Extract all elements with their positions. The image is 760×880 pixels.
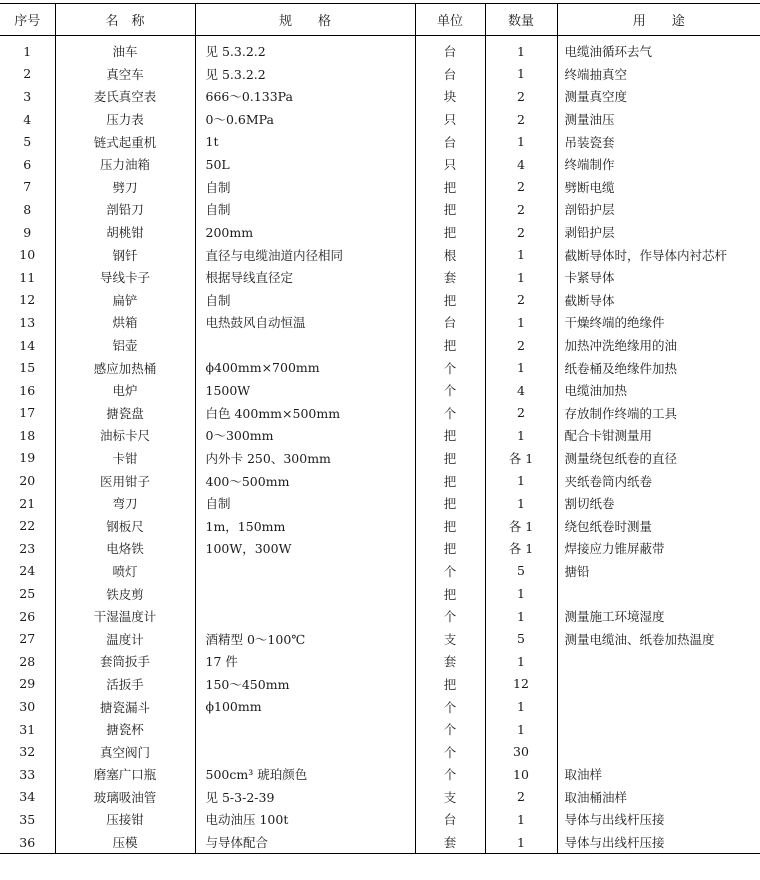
row-index: 19 [19,450,36,466]
tool-quantity: 1 [485,36,557,63]
tool-name: 搪瓷漏斗 [55,695,195,718]
table-row [0,740,760,763]
tool-name: 玻璃吸油管 [55,786,195,809]
tool-quantity: 12 [485,673,557,696]
tool-quantity: 30 [485,740,557,763]
tool-unit: 台 [415,808,485,831]
tool-spec [195,334,415,357]
tool-name: 医用钳子 [55,469,195,492]
tool-name: 劈刀 [55,176,195,199]
table-row [0,176,760,199]
row-index: 1 [23,43,32,59]
tool-quantity: 2 [485,176,557,199]
tool-quantity: 1 [485,63,557,86]
tool-unit: 个 [415,695,485,718]
tool-name: 剖铅刀 [55,198,195,221]
row-index: 21 [19,495,36,511]
tool-spec: 自制 [195,492,415,515]
tool-name: 喷灯 [55,560,195,583]
row-index: 7 [23,179,32,195]
tool-name: 搪瓷盘 [55,402,195,425]
table-row [0,334,760,357]
tool-spec: 150～450mm [195,673,415,696]
tool-spec: 1500W [195,379,415,402]
table-row [0,695,760,718]
row-index: 10 [19,247,36,263]
tool-unit: 根 [415,243,485,266]
tool-name: 压模 [55,831,195,854]
tool-name: 搪瓷杯 [55,718,195,741]
tool-purpose: 截断导体时，作导体内衬芯杆 [557,243,760,266]
table-row [0,718,760,741]
table-row [0,108,760,131]
tool-unit: 个 [415,560,485,583]
tool-name: 电烙铁 [55,537,195,560]
tool-quantity: 4 [485,379,557,402]
tool-quantity: 5 [485,560,557,583]
tool-purpose: 电缆油循环去气 [557,36,760,63]
table-row [0,537,760,560]
tool-unit: 台 [415,63,485,86]
tool-spec: 100W，300W [195,537,415,560]
tool-spec [195,605,415,628]
tool-purpose: 夹纸卷筒内纸卷 [557,469,760,492]
tool-purpose: 取油样 [557,763,760,786]
header-row [0,4,760,36]
tool-unit: 支 [415,786,485,809]
row-index: 23 [19,540,36,556]
tool-purpose: 测量施工环境湿度 [557,605,760,628]
row-index: 30 [19,699,36,715]
table-row [0,469,760,492]
tool-name: 铝壶 [55,334,195,357]
tool-purpose: 测量油压 [557,108,760,131]
tool-spec: 见 5-3-2-39 [195,786,415,809]
tool-unit: 支 [415,627,485,650]
tool-name: 磨塞广口瓶 [55,763,195,786]
tool-spec: 500cm³ 琥珀颜色 [195,763,415,786]
row-index: 35 [19,811,36,827]
tool-name: 导线卡子 [55,266,195,289]
tool-unit: 只 [415,153,485,176]
row-index: 18 [19,427,36,443]
tool-unit: 个 [415,356,485,379]
tool-purpose: 导体与出线杆压接 [557,808,760,831]
tool-unit: 把 [415,492,485,515]
table-row [0,153,760,176]
tool-spec: 50L [195,153,415,176]
tool-name: 油标卡尺 [55,424,195,447]
tool-name: 麦氏真空表 [55,85,195,108]
table-row [0,266,760,289]
tool-quantity: 2 [485,334,557,357]
row-index: 14 [19,337,36,353]
tool-quantity: 1 [485,492,557,515]
table-row [0,808,760,831]
tool-name: 链式起重机 [55,130,195,153]
tool-spec: 0～0.6MPa [195,108,415,131]
tool-spec [195,718,415,741]
table-row [0,582,760,605]
table-row [0,560,760,583]
tool-spec: 1t [195,130,415,153]
header-purpose: 用 途 [557,4,760,36]
tool-purpose [557,695,760,718]
row-index: 6 [23,156,32,172]
table-row [0,402,760,425]
tool-quantity: 1 [485,718,557,741]
tool-unit: 把 [415,469,485,492]
tool-purpose: 测量真空度 [557,85,760,108]
tool-name: 油车 [55,36,195,63]
tool-purpose: 吊装瓷套 [557,130,760,153]
tool-spec: 400～500mm [195,469,415,492]
row-index: 8 [23,201,32,217]
tool-quantity: 1 [485,650,557,673]
tool-quantity: 2 [485,85,557,108]
table-row [0,447,760,470]
tool-name: 压接钳 [55,808,195,831]
tool-quantity: 1 [485,424,557,447]
table-row [0,130,760,153]
tool-purpose: 绕包纸卷时测量 [557,514,760,537]
tool-name: 压力油箱 [55,153,195,176]
tool-quantity: 1 [485,808,557,831]
tool-purpose: 测量绕包纸卷的直径 [557,447,760,470]
tool-name: 钢钎 [55,243,195,266]
row-index: 24 [19,563,36,579]
tool-quantity: 2 [485,289,557,312]
tool-quantity: 10 [485,763,557,786]
tool-spec [195,582,415,605]
table-row [0,831,760,854]
tool-name: 压力表 [55,108,195,131]
tool-name: 扁铲 [55,289,195,312]
table-row [0,424,760,447]
tools-table [0,3,760,854]
tool-spec: 根据导线直径定 [195,266,415,289]
row-index: 27 [19,631,36,647]
tool-purpose: 焊接应力锥屏蔽带 [557,537,760,560]
tool-quantity: 1 [485,695,557,718]
header-unit: 单位 [415,4,485,36]
tool-purpose: 割切纸卷 [557,492,760,515]
tool-spec: 酒精型 0～100℃ [195,627,415,650]
row-index: 20 [19,473,36,489]
table-row [0,85,760,108]
tool-name: 卡钳 [55,447,195,470]
tool-purpose [557,650,760,673]
tool-purpose: 卡紧导体 [557,266,760,289]
row-index: 5 [23,134,32,150]
row-index: 4 [23,111,32,127]
tool-spec [195,560,415,583]
tool-spec: 自制 [195,198,415,221]
tool-name: 钢板尺 [55,514,195,537]
tool-spec: 自制 [195,176,415,199]
tool-unit: 把 [415,289,485,312]
row-index: 17 [19,405,36,421]
row-index: 29 [19,676,36,692]
tool-quantity: 5 [485,627,557,650]
tool-purpose: 终端抽真空 [557,63,760,86]
tool-unit: 把 [415,424,485,447]
tool-spec: 自制 [195,289,415,312]
tool-name: 胡桃钳 [55,221,195,244]
tool-unit: 个 [415,379,485,402]
tool-name: 铁皮剪 [55,582,195,605]
row-index: 15 [19,360,36,376]
row-index: 31 [19,721,36,737]
row-index: 25 [19,586,36,602]
tool-spec: 666～0.133Pa [195,85,415,108]
tool-spec: 1m，150mm [195,514,415,537]
tool-unit: 台 [415,130,485,153]
tool-quantity: 4 [485,153,557,176]
row-index: 11 [19,269,36,285]
tool-purpose: 终端制作 [557,153,760,176]
tool-purpose [557,740,760,763]
tool-spec: ϕ400mm×700mm [195,356,415,379]
header-quantity: 数量 [485,4,557,36]
tool-purpose [557,673,760,696]
tool-unit: 个 [415,718,485,741]
table-row [0,514,760,537]
table-row [0,627,760,650]
tool-unit: 套 [415,266,485,289]
tool-quantity: 1 [485,130,557,153]
tool-unit: 把 [415,334,485,357]
table-row [0,356,760,379]
tool-spec: 与导体配合 [195,831,415,854]
table-row [0,63,760,86]
tool-purpose: 纸卷桶及绝缘件加热 [557,356,760,379]
tool-spec: 见 5.3.2.2 [195,36,415,63]
row-index: 3 [23,88,32,104]
tool-spec: 直径与电缆油道内径相同 [195,243,415,266]
table-row [0,379,760,402]
row-index: 9 [23,224,32,240]
row-index: 32 [19,744,36,760]
tool-unit: 把 [415,221,485,244]
tool-unit: 把 [415,537,485,560]
table-row [0,605,760,628]
row-index: 12 [19,292,36,308]
row-index: 33 [19,766,36,782]
tool-quantity: 1 [485,266,557,289]
tool-purpose: 配合卡钳测量用 [557,424,760,447]
tool-unit: 台 [415,311,485,334]
tool-purpose: 干燥终端的绝缘件 [557,311,760,334]
row-index: 26 [19,608,36,624]
tool-unit: 个 [415,605,485,628]
tool-purpose: 取油桶油样 [557,786,760,809]
tool-quantity: 2 [485,221,557,244]
tool-quantity: 1 [485,311,557,334]
tool-quantity: 1 [485,605,557,628]
tool-unit: 个 [415,402,485,425]
tool-name: 干湿温度计 [55,605,195,628]
tool-purpose: 测量电缆油、纸卷加热温度 [557,627,760,650]
header-index: 序号 [0,4,55,36]
tool-quantity: 各 1 [485,514,557,537]
table-row [0,36,760,63]
tool-unit: 套 [415,831,485,854]
tool-spec: 17 件 [195,650,415,673]
tool-purpose: 剥铅护层 [557,221,760,244]
tool-name: 套筒扳手 [55,650,195,673]
tool-spec [195,740,415,763]
tool-quantity: 1 [485,356,557,379]
tool-purpose [557,582,760,605]
tool-purpose: 加热冲洗绝缘用的油 [557,334,760,357]
tool-name: 活扳手 [55,673,195,696]
tool-purpose: 导体与出线杆压接 [557,831,760,854]
tool-purpose: 剖铅护层 [557,198,760,221]
row-index: 13 [19,314,36,330]
tool-name: 真空车 [55,63,195,86]
table-row [0,650,760,673]
tool-unit: 把 [415,176,485,199]
tool-spec: 白色 400mm×500mm [195,402,415,425]
tool-purpose [557,718,760,741]
tool-quantity: 1 [485,831,557,854]
tool-name: 烘箱 [55,311,195,334]
tool-quantity: 2 [485,198,557,221]
tool-name: 感应加热桶 [55,356,195,379]
tool-unit: 把 [415,582,485,605]
tool-name: 真空阀门 [55,740,195,763]
tool-spec: 内外卡 250、300mm [195,447,415,470]
row-index: 34 [19,789,36,805]
table-row [0,786,760,809]
tool-quantity: 各 1 [485,537,557,560]
tool-purpose: 电缆油加热 [557,379,760,402]
tool-spec: ϕ100mm [195,695,415,718]
tool-unit: 把 [415,514,485,537]
row-index: 16 [19,382,36,398]
tool-unit: 把 [415,673,485,696]
tool-name: 弯刀 [55,492,195,515]
tool-quantity: 2 [485,786,557,809]
tool-spec: 电热鼓风自动恒温 [195,311,415,334]
tool-quantity: 各 1 [485,447,557,470]
header-name: 名 称 [55,4,195,36]
row-index: 2 [23,66,32,82]
tool-quantity: 1 [485,469,557,492]
tool-name: 电炉 [55,379,195,402]
tool-quantity: 2 [485,108,557,131]
tool-unit: 把 [415,198,485,221]
row-index: 36 [0,831,55,854]
tool-purpose: 截断导体 [557,289,760,312]
tool-quantity: 1 [485,243,557,266]
tool-spec: 200mm [195,221,415,244]
tool-unit: 台 [415,36,485,63]
table-row [0,221,760,244]
tool-spec: 0～300mm [195,424,415,447]
table-row [0,492,760,515]
table-row [0,289,760,312]
tool-unit: 个 [415,740,485,763]
tool-spec: 电动油压 100t [195,808,415,831]
tool-unit: 只 [415,108,485,131]
tool-quantity: 1 [485,582,557,605]
table-row [0,198,760,221]
tool-purpose: 搪铅 [557,560,760,583]
row-index: 28 [19,653,36,669]
table-row [0,763,760,786]
tool-unit: 块 [415,85,485,108]
header-spec: 规 格 [195,4,415,36]
tool-unit: 个 [415,763,485,786]
table-row [0,673,760,696]
tool-spec: 见 5.3.2.2 [195,63,415,86]
tool-purpose: 劈断电缆 [557,176,760,199]
tool-quantity: 2 [485,402,557,425]
tool-unit: 套 [415,650,485,673]
row-index: 22 [19,518,36,534]
table-row [0,243,760,266]
tool-unit: 把 [415,447,485,470]
tool-name: 温度计 [55,627,195,650]
table-row [0,311,760,334]
tool-purpose: 存放制作终端的工具 [557,402,760,425]
